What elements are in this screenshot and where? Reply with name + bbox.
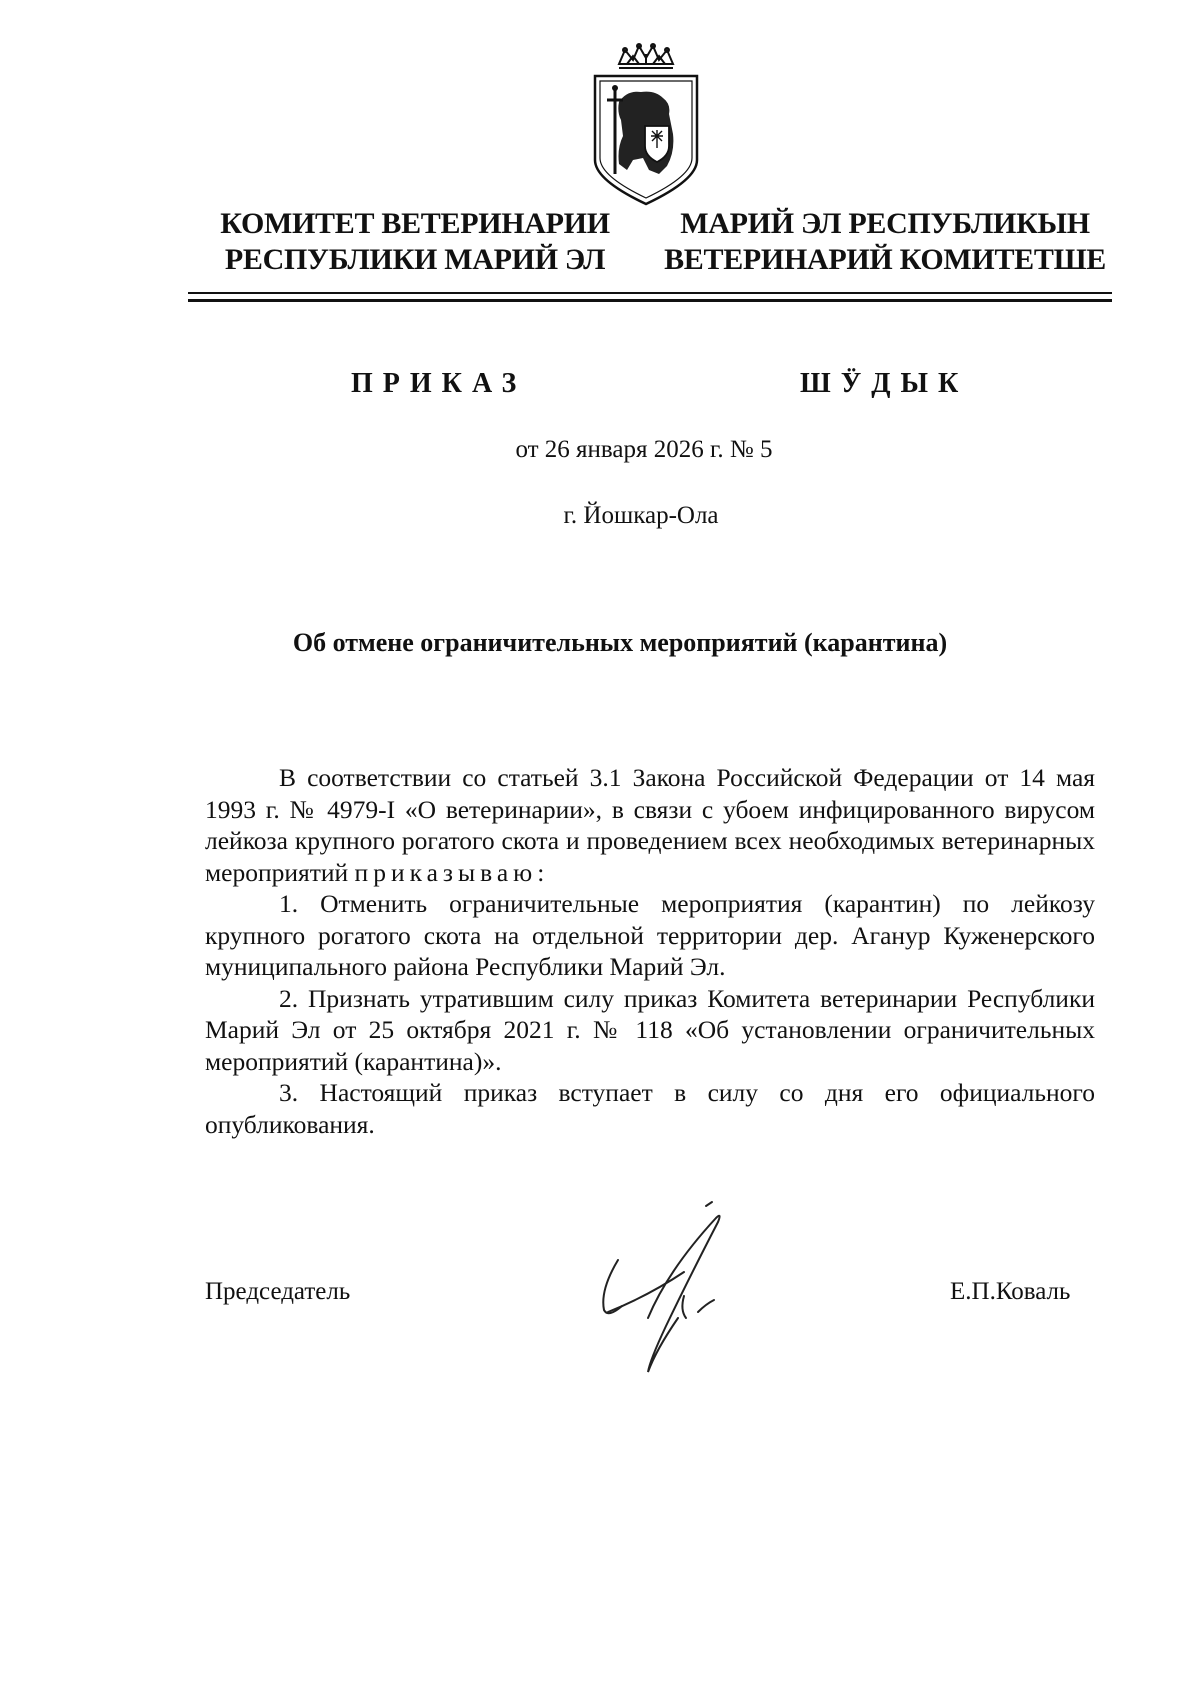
item-1: 1. Отменить ограничительные мероприятия (карантин) по лейкозу крупного рогатого скота на отдельной территории дер. Аганур Куженерского муниципального района Республики Марий Эл.: [205, 889, 1095, 981]
org-ru-line2: РЕСПУБЛИКИ МАРИЙ ЭЛ: [224, 243, 606, 276]
order-word: приказываю:: [354, 857, 550, 887]
document-title: Об отмене ограничительных мероприятий (карантина): [292, 628, 948, 657]
document-city: г. Йошкар-Ола: [563, 502, 719, 529]
document-body: [205, 762, 1095, 1140]
intro-text: В соответствии со статьей 3.1 Закона Российской Федерации от 14 мая 1993 г. № 4979-I «О ветеринарии», в связи с убоем инфицированного вирусом лейкоза крупного рогатого скота и проведением всех необходимых ветеринарных мероприятий: [205, 763, 1095, 887]
header-divider-thin: [188, 292, 1112, 294]
org-mari-line2: ВЕТЕРИНАРИЙ КОМИТЕТШЕ: [664, 243, 1106, 276]
intro-paragraph: [205, 762, 1095, 888]
header-divider-thick: [188, 299, 1112, 302]
organization-name-russian: [190, 206, 640, 278]
signatory-name: Е.П.Коваль: [950, 1278, 1071, 1305]
organization-name-mari: [655, 206, 1115, 278]
document-date-number: от 26 января 2026 г. № 5: [515, 436, 773, 463]
document-type-mari: ШӰДЫК: [800, 368, 969, 399]
org-ru-line1: КОМИТЕТ ВЕТЕРИНАРИИ: [220, 207, 610, 240]
handwritten-signature-icon: [588, 1200, 758, 1380]
item-3: 3. Настоящий приказ вступает в силу со дня его официального опубликования.: [205, 1078, 1095, 1139]
signatory-role: Председатель: [205, 1278, 351, 1305]
document-type-russian: ПРИКАЗ: [351, 368, 527, 399]
item-2: 2. Признать утратившим силу приказ Комитета ветеринарии Республики Марий Эл от 25 октября 2021 г. № 118 «Об установлении ограничительных мероприятий (карантина)».: [205, 983, 1095, 1076]
org-mari-line1: МАРИЙ ЭЛ РЕСПУБЛИКЫН: [680, 207, 1090, 240]
coat-of-arms-icon: [589, 42, 703, 210]
